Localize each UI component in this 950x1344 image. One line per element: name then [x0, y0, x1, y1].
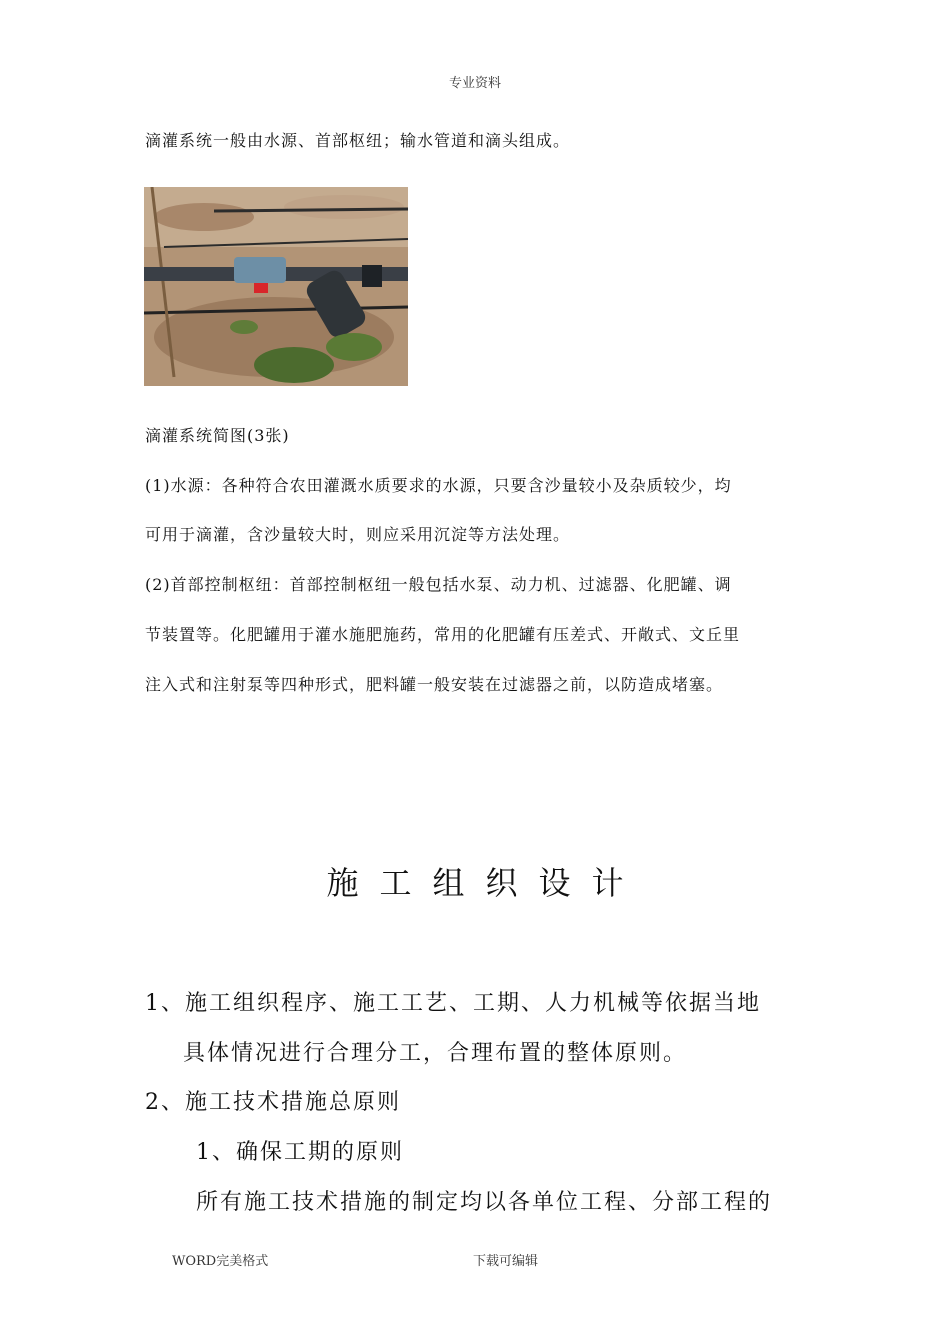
footer-center: 下载可编辑 — [473, 1254, 539, 1269]
para2-line3: 注入式和注射泵等四种形式，肥料罐一般安装在过滤器之前，以防造成堵塞。 — [145, 675, 724, 694]
photo-caption: 滴灌系统简图(3张) — [145, 426, 290, 445]
photo-illustration — [144, 187, 408, 386]
para1-line2: 可用于滴灌，含沙量较大时，则应采用沉淀等方法处理。 — [145, 525, 571, 544]
para1-line1: (1)水源：各种符合农田灌溉水质要求的水源，只要含沙量较小及杂质较少，均 — [145, 476, 732, 495]
para2-line2: 节装置等。化肥罐用于灌水施肥施药，常用的化肥罐有压差式、开敞式、文丘里 — [145, 625, 741, 644]
section-title: 施工组织设计 — [326, 864, 645, 902]
item1-line1: 1、施工组织程序、施工工艺、工期、人力机械等依据当地 — [145, 991, 761, 1016]
page-header: 专业资料 — [448, 76, 501, 91]
footer-left: WORD完美格式 — [172, 1254, 269, 1269]
subitem1-heading: 1、确保工期的原则 — [196, 1140, 404, 1165]
intro-text: 滴灌系统一般由水源、首部枢纽；输水管道和滴头组成。 — [145, 131, 571, 150]
body-line: 所有施工技术措施的制定均以各单位工程、分部工程的 — [196, 1190, 773, 1215]
para2-line1: (2)首部控制枢纽：首部控制枢纽一般包括水泵、动力机、过滤器、化肥罐、调 — [145, 575, 732, 594]
drip-irrigation-photo — [144, 187, 408, 386]
item1-line2: 具体情况进行合理分工，合理布置的整体原则。 — [183, 1041, 688, 1066]
item2-heading: 2、施工技术措施总原则 — [145, 1090, 401, 1115]
